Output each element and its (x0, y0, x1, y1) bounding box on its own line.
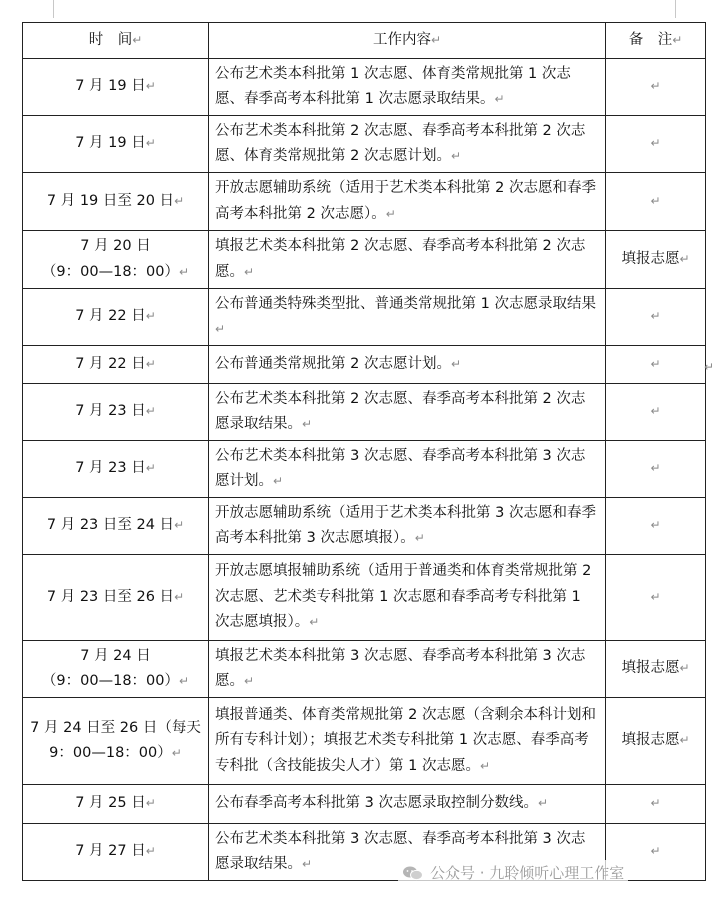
content-cell-text: 开放志愿辅助系统（适用于艺术类本科批第 2 次志愿和春季高考本科批第 2 次志愿）。 (215, 180, 596, 222)
paragraph-mark: ↵ (650, 356, 661, 371)
time-cell-text: 7 月 22 日 (75, 308, 146, 325)
paragraph-mark: ↵ (179, 264, 190, 279)
paragraph-mark: ↵ (215, 322, 226, 336)
note-cell (606, 173, 706, 231)
paragraph-mark: ↵ (650, 796, 661, 811)
paragraph-mark: ↵ (171, 746, 182, 760)
time-cell (23, 441, 209, 498)
paragraph-mark: ↵ (650, 309, 661, 324)
paragraph-mark: ↵ (145, 79, 156, 94)
paragraph-mark: ↵ (650, 136, 661, 151)
content-cell-text: 公布艺术类本科批第 3 次志愿、春季高考本科批第 3 次志愿计划。 (215, 447, 586, 489)
table-row (23, 116, 706, 173)
time-cell (23, 173, 209, 231)
time-cell-text: 7 月 25 日 (75, 795, 146, 812)
paragraph-mark: ↵ (479, 758, 491, 773)
paragraph-mark: ↵ (179, 674, 190, 688)
content-cell-text: 填报艺术类本科批第 3 次志愿、春季高考本科批第 3 次志愿。 (215, 647, 586, 689)
paragraph-mark: ↵ (650, 79, 661, 94)
wechat-icon (402, 865, 424, 881)
time-cell (23, 384, 209, 441)
table-row (23, 289, 706, 346)
paragraph-mark: ↵ (145, 404, 156, 419)
content-cell-text: 公布艺术类本科批第 2 次志愿、春季高考本科批第 2 次志愿、体育类常规批第 2 次志愿计划。 (215, 122, 586, 164)
paragraph-mark: ↵ (537, 796, 549, 811)
header-time: 时 间↵ (23, 23, 209, 59)
time-cell-text: 7 月 27 日 (75, 843, 146, 860)
paragraph-mark: ↵ (302, 857, 313, 871)
table-row (23, 59, 706, 116)
note-cell (606, 384, 706, 441)
content-cell (209, 173, 606, 231)
paragraph-mark: ↵ (385, 206, 396, 221)
paragraph-mark: ↵ (650, 518, 661, 533)
content-cell (209, 346, 606, 384)
content-cell (209, 498, 606, 555)
time-cell-text: 7 月 23 日至 24 日 (46, 517, 175, 534)
paragraph-mark: ↵ (174, 589, 185, 604)
paragraph-mark: ↵ (302, 417, 313, 431)
paragraph-mark: ↵ (650, 461, 661, 476)
time-cell-text: 7 月 19 日 (75, 78, 146, 95)
paragraph-mark: ↵ (494, 92, 505, 106)
content-cell (209, 384, 606, 441)
paragraph-mark: ↵ (174, 518, 185, 533)
watermark-text: 公众号 · 九聆倾听心理工作室 (430, 864, 625, 882)
header-row (23, 23, 706, 59)
content-cell (209, 698, 606, 785)
note-cell-text: 填报志愿 (621, 250, 680, 267)
note-cell (606, 785, 706, 824)
note-cell (606, 346, 706, 384)
note-cell (606, 289, 706, 346)
table-row (23, 384, 706, 441)
time-cell-text: 7 月 19 日 (75, 135, 146, 152)
page-margin-right (675, 0, 676, 18)
paragraph-mark: ↵ (450, 149, 462, 163)
content-cell (209, 785, 606, 824)
paragraph-mark: ↵ (679, 661, 690, 676)
content-cell-text: 公布普通类特殊类型批、普通类常规批第 1 次志愿录取结果 (215, 295, 596, 312)
paragraph-mark: ↵ (145, 844, 156, 859)
note-cell (606, 698, 706, 785)
note-cell (606, 116, 706, 173)
content-cell (209, 116, 606, 173)
table-row (23, 641, 706, 698)
paragraph-mark: ↵ (309, 615, 320, 630)
time-cell (23, 116, 209, 173)
paragraph-mark: ↵ (650, 589, 661, 604)
content-cell-text: 公布艺术类本科批第 2 次志愿、春季高考本科批第 2 次志愿录取结果。 (215, 390, 586, 432)
table-row (23, 498, 706, 555)
content-cell-text: 公布艺术类本科批第 1 次志愿、体育类常规批第 1 次志愿、春季高考本科批第 1 次志愿录取结果。 (215, 65, 571, 107)
content-cell (209, 555, 606, 641)
time-cell (23, 785, 209, 824)
time-cell-text: 7 月 23 日至 26 日 (46, 588, 175, 605)
time-cell (23, 59, 209, 116)
paragraph-mark: ↵ (679, 251, 690, 266)
content-cell-text: 开放志愿填报辅助系统（适用于普通类和体育类常规批第 2 次志愿、艺术类专科批第 1 次志愿和春季高考专科批第 1 次志愿填报）。 (215, 563, 592, 631)
paragraph-mark: ↵ (414, 531, 425, 545)
table-row (23, 231, 706, 289)
time-cell (23, 289, 209, 346)
note-cell-text: 填报志愿 (621, 660, 680, 677)
content-cell (209, 231, 606, 289)
time-cell-text: 7 月 22 日 (75, 355, 146, 372)
note-cell (606, 498, 706, 555)
table-row (23, 346, 706, 384)
time-cell (23, 555, 209, 641)
time-cell-text: 7 月 24 日 （9：00—18：00） (41, 647, 179, 689)
table-row (23, 555, 706, 641)
content-cell-text: 公布春季高考本科批第 3 次志愿录取控制分数线。 (215, 795, 538, 812)
content-cell-text: 公布普通类常规批第 2 次志愿计划。 (215, 355, 451, 372)
time-cell-text: 7 月 20 日 （9：00—18：00） (41, 238, 179, 280)
content-cell (209, 59, 606, 116)
paragraph-mark: ↵ (145, 356, 156, 371)
time-cell (23, 824, 209, 881)
note-cell (606, 555, 706, 641)
time-cell-text: 7 月 23 日 (75, 460, 146, 477)
paragraph-mark: ↵ (244, 674, 255, 688)
time-cell-text: 7 月 24 日至 26 日（每天 9：00—18：00） (30, 719, 201, 761)
content-cell-text: 填报艺术类本科批第 2 次志愿、春季高考本科批第 2 次志愿。 (215, 238, 586, 280)
header-content: 工作内容↵ (209, 23, 606, 59)
time-cell (23, 346, 209, 384)
watermark (398, 860, 628, 885)
page-margin-left (53, 0, 54, 18)
paragraph-mark: ↵ (650, 193, 661, 208)
schedule-table (22, 22, 706, 881)
time-cell-text: 7 月 23 日 (75, 403, 146, 420)
table-row (23, 785, 706, 824)
content-cell-text: 公布艺术类本科批第 3 次志愿、春季高考本科批第 3 次志愿录取结果。 (215, 830, 586, 872)
time-cell (23, 698, 209, 785)
paragraph-mark: ↵ (650, 404, 661, 419)
paragraph-mark: ↵ (244, 264, 255, 279)
paragraph-mark: ↵ (679, 733, 690, 748)
note-cell-text: 填报志愿 (621, 732, 680, 749)
content-cell (209, 289, 606, 346)
time-cell (23, 641, 209, 698)
note-cell (606, 59, 706, 116)
note-cell (606, 641, 706, 698)
time-cell (23, 231, 209, 289)
time-cell (23, 498, 209, 555)
content-cell-text: 填报普通类、体育类常规批第 2 次志愿（含剩余本科计划和所有专科计划）；填报艺术类专科批第 1 次志愿、春季高考专科批（含技能拔尖人才）第 1 次志愿。 (215, 706, 596, 774)
table-row (23, 698, 706, 785)
content-cell (209, 441, 606, 498)
paragraph-mark: ↵ (650, 844, 661, 859)
content-cell-text: 开放志愿辅助系统（适用于艺术类本科批第 3 次志愿和春季高考本科批第 3 次志愿填报）。 (215, 504, 596, 546)
paragraph-mark: ↵ (174, 193, 185, 208)
paragraph-mark: ↵ (145, 796, 156, 811)
paragraph-mark: ↵ (273, 474, 284, 488)
note-cell (606, 231, 706, 289)
time-cell-text: 7 月 19 日至 20 日 (46, 192, 175, 209)
header-note: 备 注↵ (606, 23, 706, 59)
paragraph-mark: ↵ (704, 360, 715, 374)
paragraph-mark: ↵ (145, 461, 156, 476)
paragraph-mark: ↵ (145, 309, 156, 324)
paragraph-mark: ↵ (450, 356, 462, 371)
table-row (23, 441, 706, 498)
table-row (23, 173, 706, 231)
content-cell (209, 641, 606, 698)
paragraph-mark: ↵ (145, 136, 156, 151)
note-cell (606, 441, 706, 498)
